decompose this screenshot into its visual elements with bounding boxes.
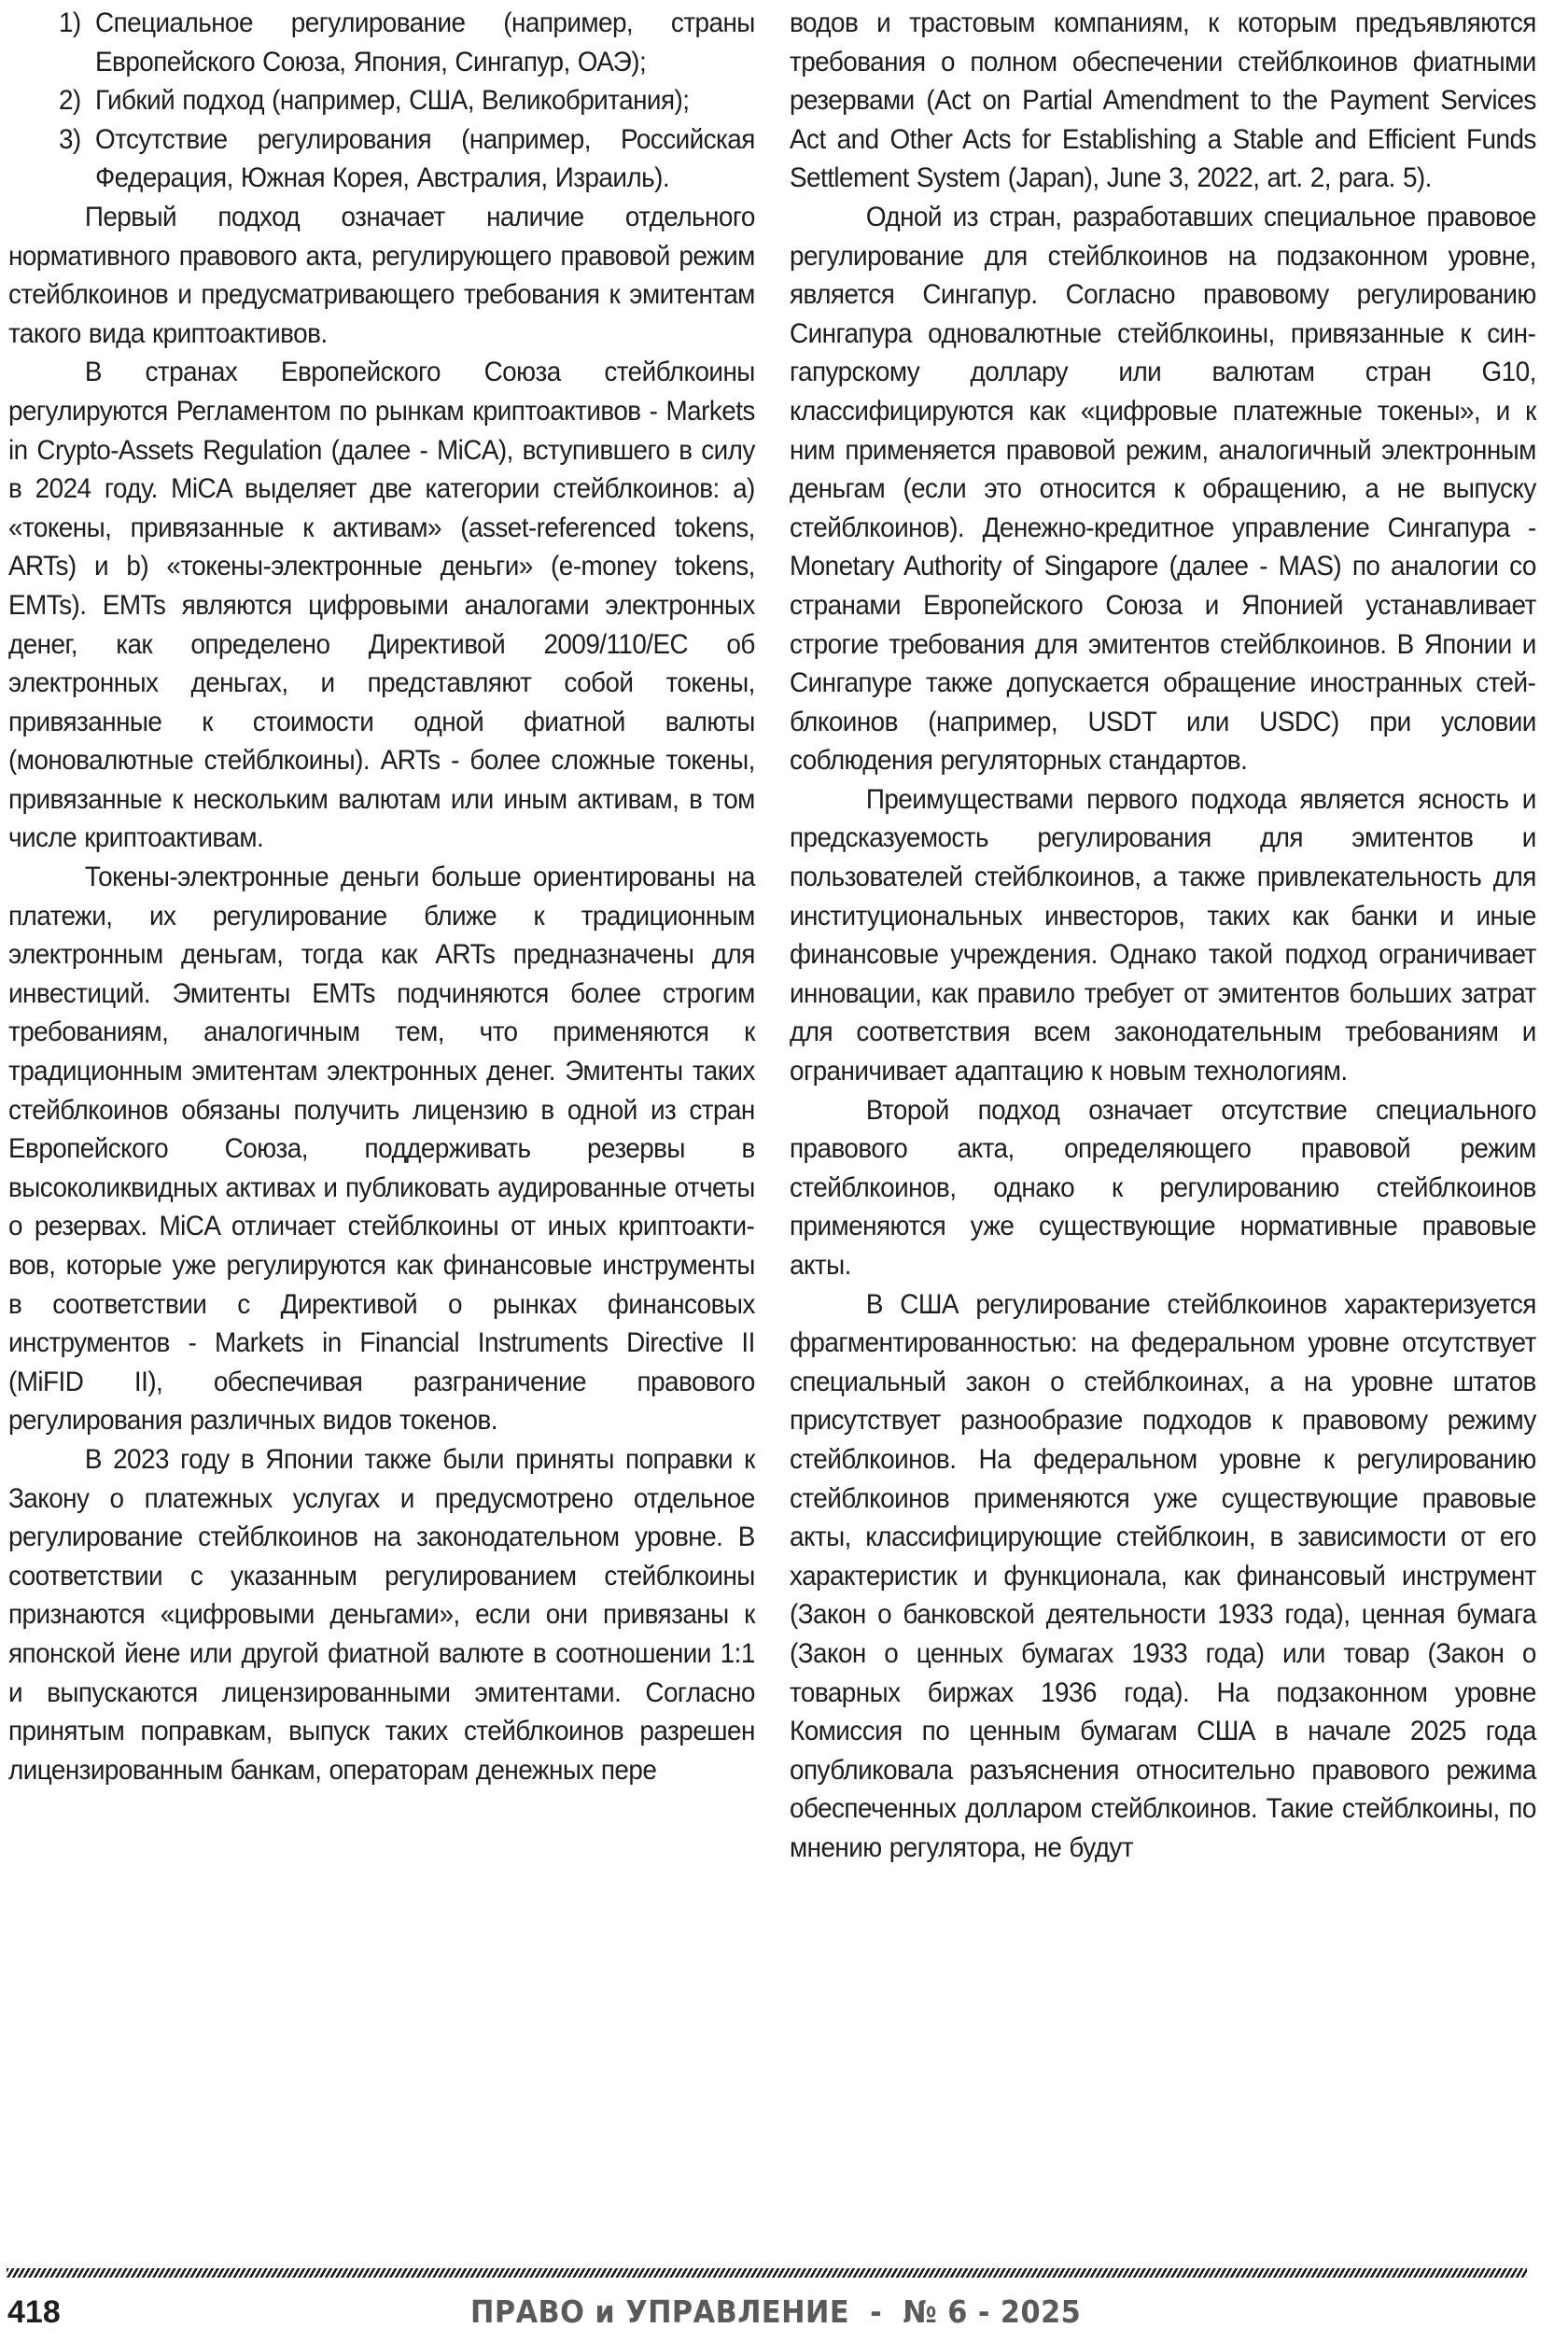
page-number: 418 [7, 2294, 61, 2330]
list-text: Специальное регулирование (например, страны Европейского Союза, Япония, Сингапур, ОАЭ); [95, 7, 755, 77]
paragraph: В США регулирование стейблкоинов характеризуется фрагментированностью: на федеральном уровне отсутствует специальный закон о стейблкоинах, а на уровне штатов присутствует разнообразие подходов к правовому режиму стейблкоинов. На федеральном уровне к регулированию стейблкоинов применяются уже существующие правовые акты, классифицирующие стейблкоин, в зависимости от его характеристик и функционала, как финансовый инструмент (Закон о банковской деятельности 1933 года), ценная бумага (Закон о ценных бумагах 1933 года) или товар (Закон о товарных биржах 1936 года). На подзаконном уровне Комиссия по ценным бумагам США в начале 2025 года опубликовала разъяснения относительно правового режима обеспеченных долларом стейблкоинов. Такие стейблкоины, по мнению регулятора, не будут [790, 1288, 1536, 1863]
paragraph: Токены-электронные деньги больше ориентированы на платежи, их регулирование ближе к традиционным электронным деньгам, тогда как ARTs предназначены для инвестиций. Эмитенты EMTs подчиняются более строгим требованиям, аналогичным тем, что применяются к традиционным эмитентам электронных денег. Эмитенты таких стейблкоинов обязаны получить лицензию в одной из стран Европейского Союза, поддерживать резервы в высоколиквидных активах и публиковать аудированные отчеты о резервах. MiCA отличает стейблкоины от иных криптоактивов, которые уже регулируются как финансовые инструменты в соответствии с Директивой о рынках финансовых инструментов - Markets in Financial Instruments Directive II (MiFID II), обеспечивая разграничение правового регулирования различных видов токенов. [8, 862, 755, 1437]
paragraph: Одной из стран, разработавших специальное правовое регулирование для стейблкоинов на подзаконном уровне, является Сингапур. Согласно правовому регулированию Сингапура одновалютные стейблкоины, привязанные к сингапурскому доллару или валютам стран G10, классифицируются как «цифровые платежные токены», и к ним применяется правовой режим, аналогичный электронным деньгам (если это относится к обращению, а не выпуску стейблкоинов). Денежно-кредитное управление Сингапура - Monetary Authority of Singapore (далее - MAS) по аналогии со странами Европейского Союза и Японией устанавливает строгие требования для эмитентов стейблкоинов. В Японии и Сингапуре также допускается обращение иностранных стейблкоинов (например, USDT или USDC) при условии соблюдения регуляторных стандартов. [790, 201, 1536, 777]
list-number: 3) [58, 123, 81, 155]
list-text: Отсутствие регулирования (например, Российская Федерация, Южная Корея, Австралия, Израиль). [95, 123, 755, 194]
paragraph: Первый подход означает наличие отдельного нормативного правового акта, регулирующего правовой режим стейблкоинов и предусматривающего требования к эмитентам такого вида криптоактивов. [8, 201, 755, 349]
journal-title: ПРАВО и УПРАВЛЕНИЕ - № 6 - 2025 [470, 2293, 1082, 2330]
footer-divider [7, 2268, 1527, 2278]
paragraph: Преимуществами первого подхода является ясность и предсказуемость регулирования для эмитентов и пользователей стейблкоинов, а также привлекательность для институциональных инвесторов, таких как банки и иные финансовые учреждения. Однако такой подход ограничивает инновации, как правило требует от эмитентов больших затрат для соответствия всем законодательным требованиям и ограничивает адаптацию к новым технологиям. [790, 783, 1536, 1087]
list-item [8, 120, 755, 198]
list-item [8, 81, 755, 120]
paragraph-continuation: водов и трастовым компаниям, к которым предъявляются требования о полном обеспечении стейблкоинов фиатными резервами (Act on Partial Amendment to the Payment Services Act and Other Acts for Establishing a Stable and Efficient Funds Settlement System (Japan), June 3, 2022, art. 2, para. 5). [790, 7, 1536, 194]
right-column [790, 4, 1536, 1868]
left-column [8, 4, 755, 1789]
list-number: 1) [58, 7, 81, 38]
paragraph: В 2023 году в Японии также были приняты поправки к Закону о платежных услугах и предусмотрено отдельное регулирование стейблкоинов на законодательном уровне. В соответствии с указанным регулированием стейблкоины признаются «цифровыми деньгами», если они привязаны к японской йене или другой фиатной валюте в соотношении 1:1 и выпускаются лицензированными эмитентами. Согласно принятым поправкам, выпуск таких стейблкоинов разрешен лицензированным банкам, операторам денежных пере [8, 1443, 755, 1786]
list-item [8, 4, 755, 81]
list-number: 2) [58, 85, 81, 117]
paragraph: Второй подход означает отсутствие специального правового акта, определяющего правовой режим стейблкоинов, однако к регулированию стейблкоинов применяются уже существующие нормативные правовые акты. [790, 1094, 1536, 1281]
regulation-approaches-list [8, 4, 755, 198]
paragraph: В странах Европейского Союза стейблкоины регулируются Регламентом по рынкам криптоактивов - Markets in Crypto-Assets Regulation (далее - MiCA), вступившего в силу в 2024 году. MiCA выделяет две категории стейблкоинов: a) «токены, привязанные к активам» (asset-referenced tokens, ARTs) и b) «токены-электронные деньги» (e-money tokens, EMTs). EMTs являются цифровыми аналогами электронных денег, как определено Директивой 2009/110/EC об электронных деньгах, и представляют собой токены, привязанные к стоимости одной фиатной валюты (моновалютные стейблкоины). ARTs - более сложные токены, привязанные к нескольким валютам или иным активам, в том числе криптоактивам. [8, 357, 755, 854]
list-text: Гибкий подход (например, США, Великобритания); [95, 85, 690, 117]
